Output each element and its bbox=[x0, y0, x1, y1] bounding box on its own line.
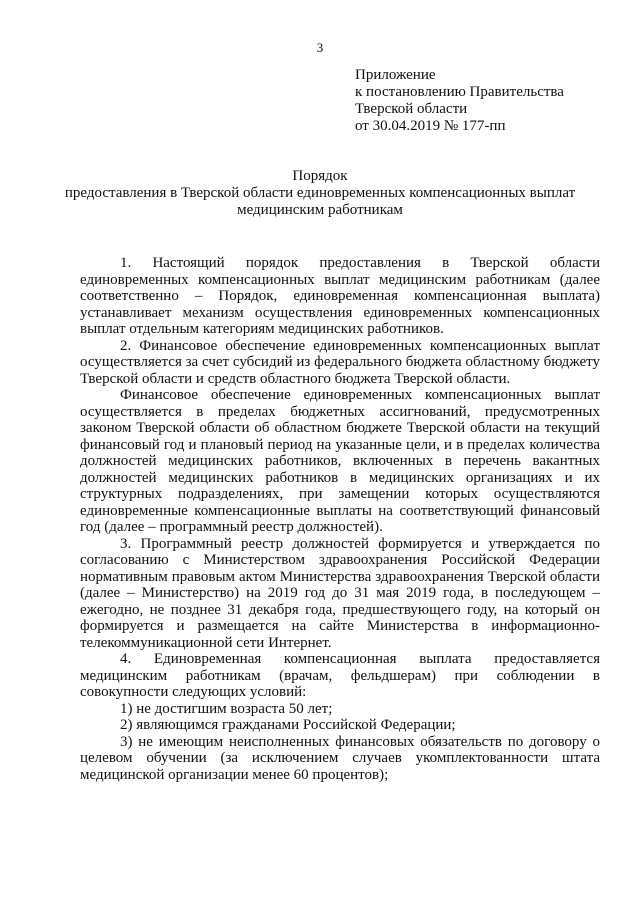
title-line: медицинским работникам bbox=[237, 202, 403, 218]
appendix-line: Приложение bbox=[355, 67, 436, 83]
appendix-line: Тверской области bbox=[355, 101, 468, 117]
title-line: Порядок bbox=[292, 168, 348, 184]
appendix-line: от 30.04.2019 № 177-пп bbox=[355, 118, 506, 134]
appendix-line: к постановлению Правительства bbox=[355, 84, 564, 100]
document-title bbox=[60, 168, 580, 219]
paragraph: Финансовое обеспечение единовременных компенсационных выплат осуществляется в пределах бюджетных ассигнований, предусмотренных законом Тверской области об областном бюджете Тверской области на текущий финансовый год и плановый период на указанные цели, и в пределах количества должностей медицинских работников, включенных в перечень вакантных должностей медицинских работников в медицинских организациях и их структурных подразделениях, при замещении которых осуществляются единовременные компенсационные выплаты на соответствующий финансовый год (далее – программный реестр должностей). bbox=[80, 387, 600, 535]
document-body bbox=[80, 255, 600, 783]
page-number: 3 bbox=[316, 40, 324, 55]
paragraph: 4. Единовременная компенсационная выплата предоставляется медицинским работникам (врачам, фельдшерам) при соблюдении в совокупности следующих условий: bbox=[80, 651, 600, 700]
paragraph: 3. Программный реестр должностей формируется и утверждается по согласованию с Министерством здравоохранения Российской Федерации нормативным правовым актом Министерства здравоохранения Тверской области (далее – Министерство) на 2019 год до 31 мая 2019 года, в последующем – ежегодно, не позднее 31 декабря года, предшествующего году, на который он формируется и размещается на сайте Министерства в информационно-телекоммуникационной сети Интернет. bbox=[80, 535, 600, 651]
paragraph: 2) являющимся гражданами Российской Федерации; bbox=[120, 717, 456, 733]
paragraph: 1) не достигшим возраста 50 лет; bbox=[120, 700, 333, 717]
paragraph: 2. Финансовое обеспечение единовременных компенсационных выплат осуществляется за счет субсидий из федерального бюджета областному бюджету Тверской области и средств областного бюджета Тверской области. bbox=[80, 337, 600, 387]
paragraph: 3) не имеющим неисполненных финансовых обязательств по договору о целевом обучении (за исключением случаев укомплектованности штата медицинской организации менее 60 процентов); bbox=[80, 733, 600, 783]
paragraph: 1. Настоящий порядок предоставления в Тверской области единовременных компенсационных выплат медицинским работникам (далее соответственно – Порядок, единовременная компенсационная выплата) устанавливает механизм осуществления единовременных компенсационных выплат отдельным категориям медицинских работников. bbox=[80, 255, 600, 337]
title-line: предоставления в Тверской области единовременных компенсационных выплат bbox=[64, 185, 576, 201]
appendix-block bbox=[355, 67, 564, 135]
